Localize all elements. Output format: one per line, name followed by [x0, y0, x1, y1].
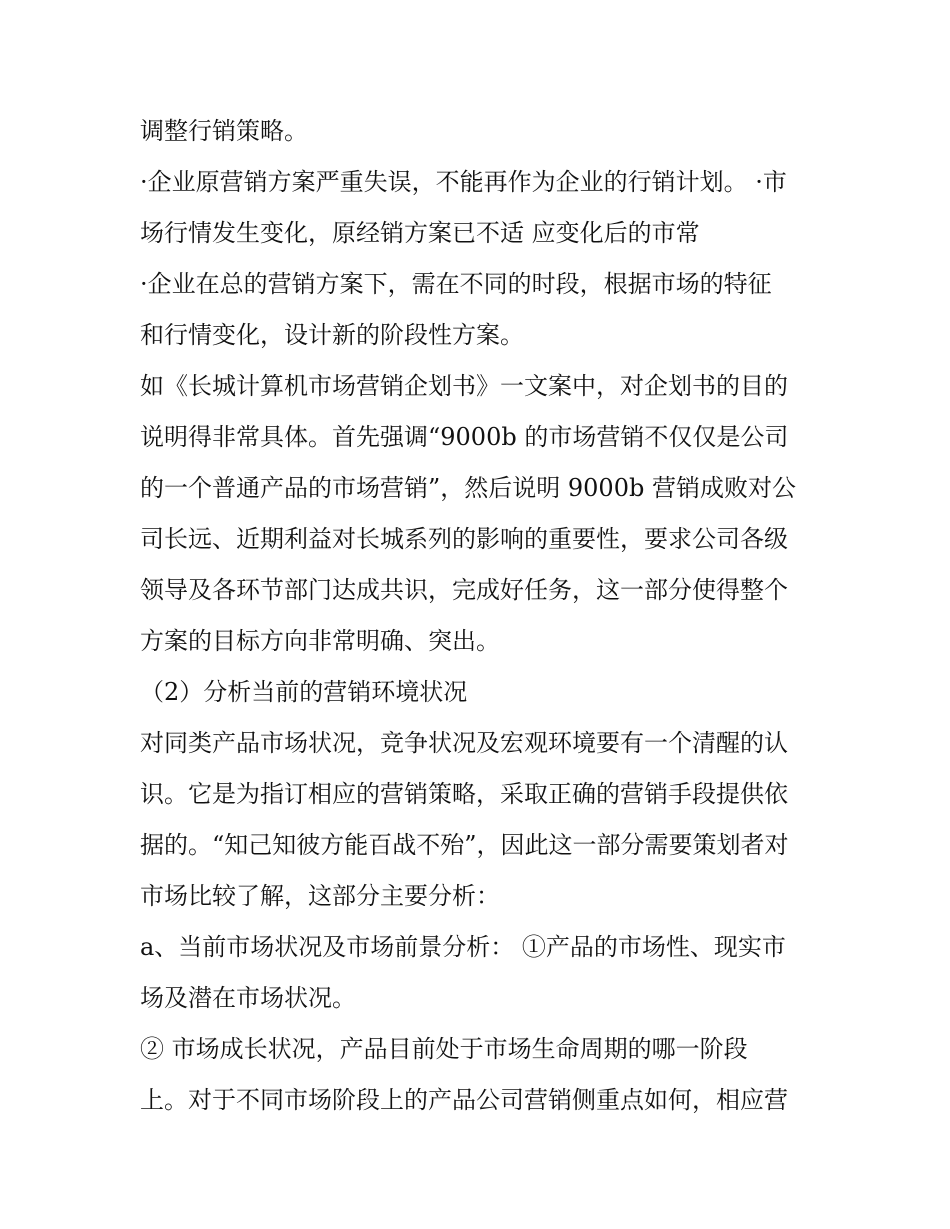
- text-line: 场行情发生变化，原经销方案已不适 应变化后的市常: [140, 219, 700, 247]
- text-line: 方案的目标方向非常明确、突出。: [140, 627, 500, 655]
- text-line: 和行情变化，设计新的阶段性方案。: [140, 321, 524, 349]
- text-line: 上。对于不同市场阶段上的产品公司营销侧重点如何，相应营: [140, 1086, 788, 1114]
- section-heading: （2）分析当前的营销环境状况: [140, 678, 468, 706]
- text-line: 市场比较了解，这部分主要分析：: [140, 882, 500, 910]
- text-line: 说明得非常具体。首先强调“9000b 的市场营销不仅仅是公司: [140, 423, 789, 451]
- text-line: 对同类产品市场状况，竞争状况及宏观环境要有一个清醒的认: [140, 729, 788, 757]
- text-line: 如《长城计算机市场营销企划书》一文案中，对企划书的目的: [140, 372, 788, 400]
- text-line: ② 市场成长状况，产品目前处于市场生命周期的哪一阶段: [140, 1035, 748, 1063]
- text-line: 的一个普通产品的市场营销”，然后说明 9000b 营销成败对公: [140, 474, 796, 502]
- text-line: 领导及各环节部门达成共识，完成好任务，这一部分使得整个: [140, 576, 788, 604]
- text-line: ·企业在总的营销方案下，需在不同的时段，根据市场的特征: [140, 270, 772, 298]
- text-line: 据的。“知己知彼方能百战不殆”，因此这一部分需要策划者对: [140, 831, 789, 859]
- body-text: [140, 106, 830, 1126]
- text-line: 场及潜在市场状况。: [140, 984, 356, 1012]
- text-line: 调整行销策略。: [140, 117, 308, 145]
- text-line: ·企业原营销方案严重失误，不能再作为企业的行销计划。 ·市: [140, 168, 787, 196]
- text-line: 司长远、近期利益对长城系列的影响的重要性，要求公司各级: [140, 525, 788, 553]
- text-line: a、当前市场状况及市场前景分析： ①产品的市场性、现实市: [140, 933, 786, 961]
- text-line: 识。它是为指订相应的营销策略，采取正确的营销手段提供依: [140, 780, 788, 808]
